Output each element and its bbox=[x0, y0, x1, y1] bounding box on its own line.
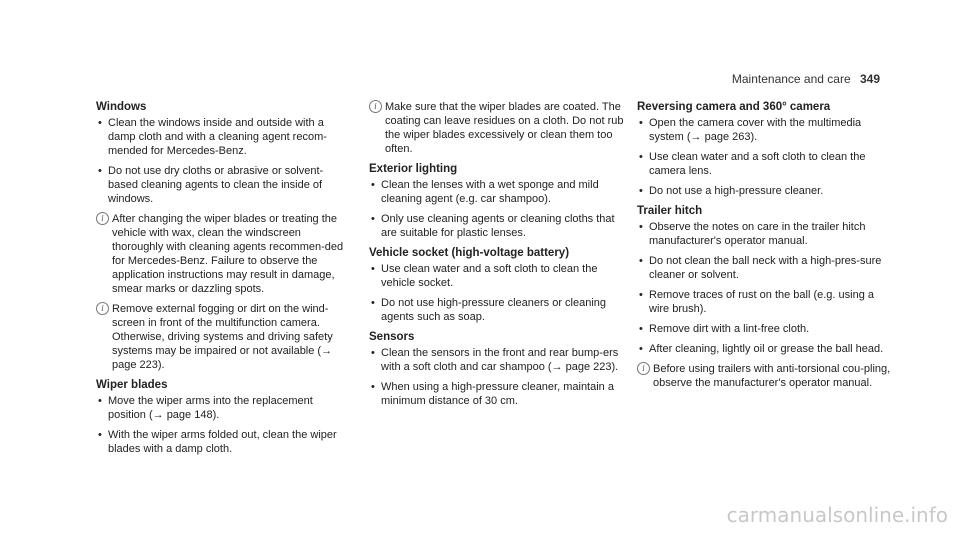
info-icon: i bbox=[369, 100, 382, 113]
list-item: • Do not use a high-pressure cleaner. bbox=[637, 184, 892, 198]
note-text: Before using trailers with anti-torsional cou-pling, observe the manufacturer's operator manual. bbox=[653, 363, 891, 389]
page-header bbox=[732, 72, 880, 86]
exterior-list bbox=[369, 178, 624, 240]
watermark: carmanualsonline.info bbox=[726, 503, 948, 527]
heading-vehicle-socket: Vehicle socket (high-voltage battery) bbox=[369, 247, 570, 259]
list-item: • Do not use dry cloths or abrasive or solvent-based cleaning agents to clean the inside of windows. bbox=[96, 164, 351, 206]
heading-reversing-camera: Reversing camera and 360° camera bbox=[637, 101, 831, 113]
list-item: • Observe the notes on care in the trailer hitch manufacturer's operator manual. bbox=[637, 220, 892, 248]
list-item: • Only use cleaning agents or cleaning cloths that are suitable for plastic lenses. bbox=[369, 212, 624, 240]
note-text: Remove external fogging or dirt on the wind-screen in front of the multifunction camera. Otherwise, driving systems and driving safety systems may be impaired or not available (→ page 223). bbox=[112, 303, 333, 371]
socket-list bbox=[369, 262, 624, 324]
list-item: • Use clean water and a soft cloth to clean the vehicle socket. bbox=[369, 262, 624, 290]
note-text: After changing the wiper blades or treating the vehicle with wax, clean the windscreen thoroughly with cleaning agents recommen-ded for Mercedes-Benz. Failure to observe the application instructions may result in damage, smear marks or dazzling spots. bbox=[112, 213, 344, 295]
heading-wiper-blades: Wiper blades bbox=[96, 379, 168, 391]
list-item: • Open the camera cover with the multimedia system (→ page 263). bbox=[637, 116, 892, 144]
list-item: • With the wiper arms folded out, clean the wiper blades with a damp cloth. bbox=[96, 428, 351, 456]
list-item: • Clean the lenses with a wet sponge and mild cleaning agent (e.g. car shampoo). bbox=[369, 178, 624, 206]
note bbox=[96, 212, 351, 296]
info-icon: i bbox=[96, 302, 109, 315]
column-3 bbox=[637, 100, 892, 396]
page-number: 349 bbox=[859, 72, 880, 86]
camera-list bbox=[637, 116, 892, 198]
list-item: • Use clean water and a soft cloth to clean the camera lens. bbox=[637, 150, 892, 178]
note bbox=[369, 100, 624, 156]
list-item: • Move the wiper arms into the replacement position (→ page 148). bbox=[96, 394, 351, 422]
wiper-list bbox=[96, 394, 351, 456]
heading-trailer-hitch: Trailer hitch bbox=[637, 205, 703, 217]
list-item: • Remove traces of rust on the ball (e.g. using a wire brush). bbox=[637, 288, 892, 316]
info-icon: i bbox=[96, 212, 109, 225]
column-2 bbox=[369, 100, 624, 414]
note bbox=[637, 362, 892, 390]
note-text: Make sure that the wiper blades are coated. The coating can leave residues on a cloth. Do not rub the wiper blades excessively or clean them too often. bbox=[385, 101, 624, 155]
windows-list bbox=[96, 116, 351, 206]
list-item: • Do not clean the ball neck with a high-pres-sure cleaner or solvent. bbox=[637, 254, 892, 282]
hitch-list bbox=[637, 220, 892, 356]
sensors-list bbox=[369, 346, 624, 408]
info-icon: i bbox=[637, 362, 650, 375]
section-title: Maintenance and care bbox=[731, 72, 851, 86]
note bbox=[96, 302, 351, 372]
heading-exterior-lighting: Exterior lighting bbox=[369, 163, 458, 175]
list-item: • Clean the windows inside and outside with a damp cloth and with a cleaning agent recom-mended for Mercedes-Benz. bbox=[96, 116, 351, 158]
column-1 bbox=[96, 100, 351, 462]
list-item: • Clean the sensors in the front and rear bump-ers with a soft cloth and car shampoo (→ page 223). bbox=[369, 346, 624, 374]
heading-windows: Windows bbox=[96, 101, 147, 113]
heading-sensors: Sensors bbox=[369, 331, 415, 343]
list-item: • Do not use high-pressure cleaners or cleaning agents such as soap. bbox=[369, 296, 624, 324]
list-item: • When using a high-pressure cleaner, maintain a minimum distance of 30 cm. bbox=[369, 380, 624, 408]
list-item: • After cleaning, lightly oil or grease the ball head. bbox=[637, 342, 892, 356]
list-item: • Remove dirt with a lint-free cloth. bbox=[637, 322, 892, 336]
